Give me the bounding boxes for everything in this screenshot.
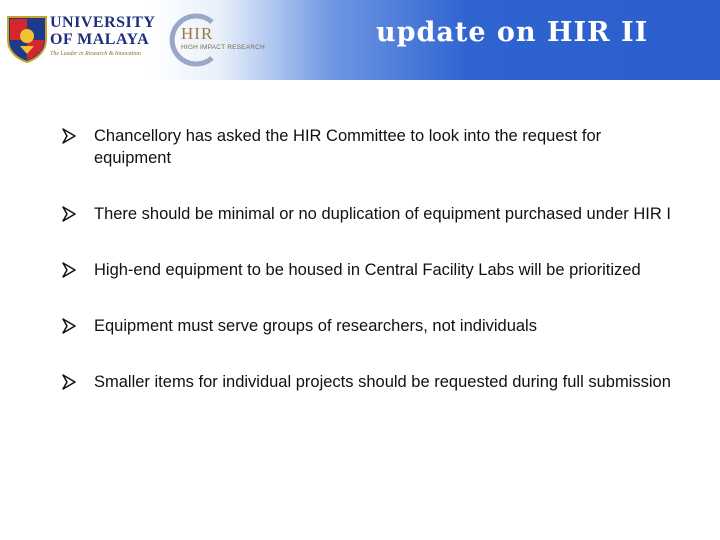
university-name-line1: UNIVERSITY <box>50 14 156 31</box>
university-name-line2: OF MALAYA <box>50 31 150 48</box>
arrow-bullet-icon <box>62 318 76 334</box>
bullet-text: Equipment must serve groups of researchers, not individuals <box>94 317 537 335</box>
arrow-bullet-icon <box>62 374 76 390</box>
slide-title: update on HIR II <box>376 17 649 48</box>
hir-logo-text: HIR <box>181 24 214 43</box>
bullet-item <box>62 371 682 393</box>
bullet-text: Smaller items for individual projects should be requested during full submission <box>94 373 671 391</box>
arrow-bullet-icon <box>62 206 76 222</box>
bullet-list <box>62 125 682 427</box>
arrow-bullet-icon <box>62 128 76 144</box>
bullet-text: There should be minimal or no duplication of equipment purchased under HIR I <box>94 205 671 223</box>
arrow-bullet-icon <box>62 262 76 278</box>
hir-logo-subtitle: HIGH IMPACT RESEARCH <box>181 44 265 51</box>
university-crest-icon <box>6 14 48 64</box>
university-motto: The Leader in Research & Innovation <box>50 51 141 57</box>
university-of-malaya-logo <box>6 10 166 66</box>
hir-logo <box>168 12 288 68</box>
bullet-item <box>62 259 682 281</box>
bullet-text: High-end equipment to be housed in Central Facility Labs will be prioritized <box>94 261 641 279</box>
bullet-text: Chancellory has asked the HIR Committee to look into the request for equipment <box>94 127 602 167</box>
bullet-item <box>62 203 682 225</box>
bullet-item <box>62 125 682 169</box>
bullet-item <box>62 315 682 337</box>
header-banner <box>0 0 720 80</box>
